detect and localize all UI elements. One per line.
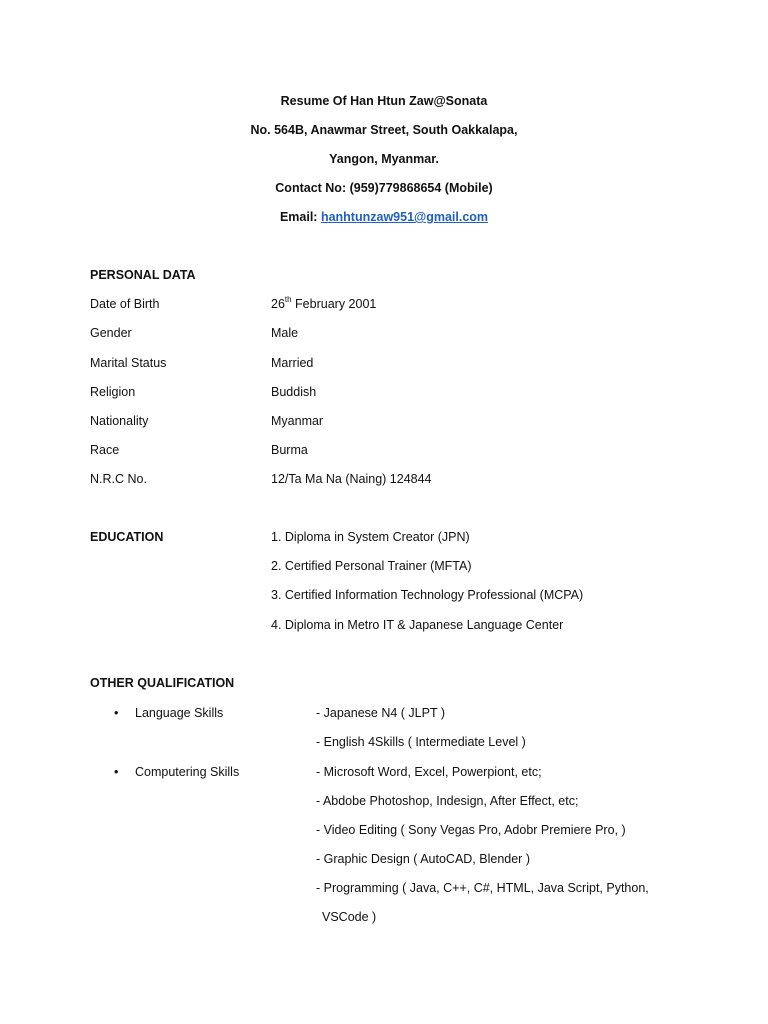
resume-title: Resume Of Han Htun Zaw@Sonata: [280, 94, 488, 108]
language-skills-label: Language Skills: [135, 706, 224, 720]
bullet-icon: •: [114, 706, 119, 720]
computer-skill-item: - Programming ( Java, C++, C#, HTML, Java Script, Python,: [316, 881, 649, 895]
computer-skills-label: Computering Skills: [135, 765, 240, 779]
email-link[interactable]: hanhtunzaw951@gmail.com: [320, 210, 489, 224]
computer-skill-item: - Video Editing ( Sony Vegas Pro, Adobr Premiere Pro, ): [316, 823, 626, 837]
contact-number: Contact No: (959)779868654 (Mobile): [275, 181, 493, 195]
dob-month-year: February 2001: [291, 297, 377, 311]
gender-label: Gender: [90, 326, 132, 340]
computer-skill-item: - Abdobe Photoshop, Indesign, After Effect, etc;: [316, 794, 579, 808]
other-qualification-heading: OTHER QUALIFICATION: [90, 676, 235, 690]
dob-label: Date of Birth: [90, 297, 160, 311]
language-skill-item: - English 4Skills ( Intermediate Level ): [316, 735, 526, 749]
nationality-label: Nationality: [90, 414, 149, 428]
personal-data-heading: PERSONAL DATA: [90, 268, 196, 282]
marital-status-value: Married: [271, 356, 314, 370]
bullet-icon: •: [114, 765, 119, 779]
education-item: 4. Diploma in Metro IT & Japanese Language Center: [271, 618, 564, 632]
race-label: Race: [90, 443, 120, 457]
dob-day-suffix: th: [284, 294, 292, 304]
computer-skill-item: - Graphic Design ( AutoCAD, Blender ): [316, 852, 530, 866]
education-item: 2. Certified Personal Trainer (MFTA): [271, 559, 472, 573]
education-item: 1. Diploma in System Creator (JPN): [271, 530, 470, 544]
nrc-value: 12/Ta Ma Na (Naing) 124844: [271, 472, 432, 486]
email-label: Email:: [279, 210, 321, 224]
computer-skill-item-continued: VSCode ): [322, 910, 377, 924]
education-item: 3. Certified Information Technology Professional (MCPA): [271, 588, 584, 602]
dob-day: 26: [271, 297, 285, 311]
education-heading: EDUCATION: [90, 530, 164, 544]
marital-status-label: Marital Status: [90, 356, 167, 370]
nrc-label: N.R.C No.: [90, 472, 147, 486]
religion-value: Buddish: [271, 385, 317, 399]
race-value: Burma: [271, 443, 308, 457]
address-line-1: No. 564B, Anawmar Street, South Oakkalapa,: [250, 123, 518, 137]
gender-value: Male: [271, 326, 299, 340]
address-line-2: Yangon, Myanmar.: [329, 152, 439, 166]
email-line: [0, 209, 768, 225]
computer-skill-item: - Microsoft Word, Excel, Powerpiont, etc;: [316, 765, 542, 779]
dob-value: [271, 296, 376, 312]
nationality-value: Myanmar: [271, 414, 324, 428]
religion-label: Religion: [90, 385, 136, 399]
language-skill-item: - Japanese N4 ( JLPT ): [316, 706, 445, 720]
